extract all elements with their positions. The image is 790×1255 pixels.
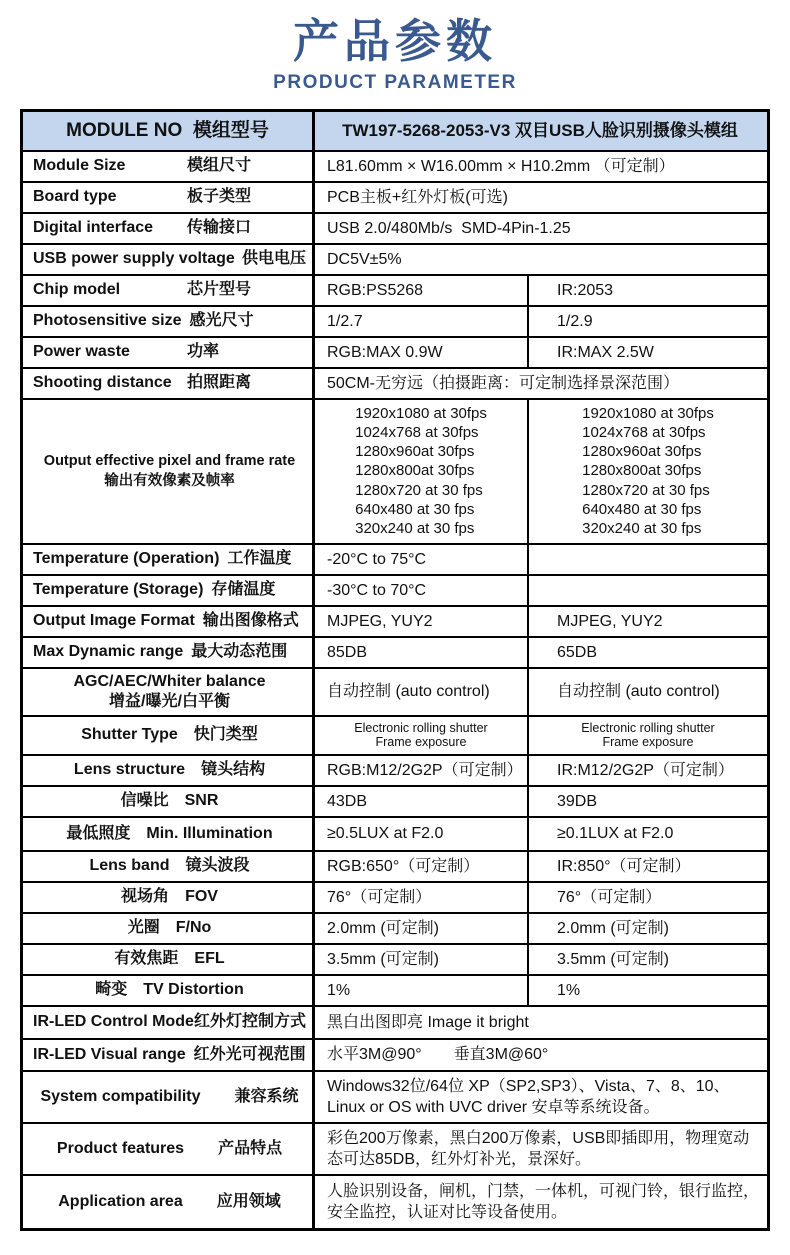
- table-row: [23, 243, 767, 274]
- table-row: [23, 1174, 767, 1228]
- row-label: 光圈 F/No: [23, 914, 315, 943]
- row-value: Windows32位/64位 XP（SP2,SP3）、Vista、7、8、10、Linux or OS with UVC driver 安卓等系统设备。: [327, 1077, 730, 1116]
- row-value: IR:850°（可定制）: [527, 852, 767, 881]
- page-title: 产品参数: [293, 15, 497, 67]
- row-value: 1/2.9: [527, 307, 767, 336]
- table-row: [23, 605, 767, 636]
- row-label: Application area 应用领域: [23, 1176, 315, 1228]
- row-label: AGC/AEC/Whiter balance 增益/曝光/白平衡: [23, 669, 315, 715]
- row-label: Digital interface 传输接口: [23, 214, 315, 243]
- row-value: -20°C to 75°C: [327, 550, 427, 568]
- row-label: 信噪比 SNR: [23, 787, 315, 816]
- table-row: [23, 574, 767, 605]
- row-value: 2.0mm (可定制): [527, 914, 767, 943]
- row-label: IR-LED Control Mode 红外灯控制方式: [23, 1007, 315, 1038]
- row-value: 水平3M@90° 垂直3M@60°: [327, 1046, 549, 1064]
- row-value: 39DB: [527, 787, 767, 816]
- table-row: [23, 398, 767, 543]
- row-label: 视场角 FOV: [23, 883, 315, 912]
- table-row: [23, 816, 767, 850]
- table-row: [23, 1070, 767, 1122]
- row-label: Output Image Format 输出图像格式: [23, 607, 315, 636]
- table-row: [23, 150, 767, 181]
- row-value: 1920x1080 at 30fps 1024x768 at 30fps 1280x960at 30fps 1280x800at 30fps 1280x720 at 30 fps 640x480 at 30 fps 320x240 at 30 fps: [355, 404, 487, 538]
- row-value: 黑白出图即亮 Image it bright: [327, 1013, 529, 1031]
- row-label: Board type 板子类型: [23, 183, 315, 212]
- row-value: RGB:650°（可定制）: [327, 857, 480, 875]
- row-value: 65DB: [527, 638, 767, 667]
- row-value: USB 2.0/480Mb/s SMD-4Pin-1.25: [327, 219, 571, 237]
- row-value: 自动控制 (auto control): [527, 669, 767, 715]
- row-value: 1%: [327, 981, 351, 999]
- row-label: IR-LED Visual range 红外光可视范围: [23, 1040, 315, 1070]
- row-value: 1920x1080 at 30fps 1024x768 at 30fps 1280x960at 30fps 1280x800at 30fps 1280x720 at 30 fps 640x480 at 30 fps 320x240 at 30 fps: [527, 400, 767, 543]
- row-label: Shooting distance 拍照距离: [23, 369, 315, 398]
- row-value: 2.0mm (可定制): [327, 919, 440, 937]
- row-label: Temperature (Operation) 工作温度: [23, 545, 315, 574]
- row-value: 1%: [527, 976, 767, 1005]
- row-label: Photosensitive size 感光尺寸: [23, 307, 315, 336]
- row-value: 人脸识别设备，闸机，门禁，一体机，可视门铃，银行监控，安全监控，认证对比等设备使用。: [327, 1182, 760, 1221]
- table-row: [23, 367, 767, 398]
- table-row: [23, 336, 767, 367]
- row-value: [527, 545, 767, 574]
- row-value: MJPEG, YUY2: [527, 607, 767, 636]
- row-label: Lens band 镜头波段: [23, 852, 315, 881]
- row-value: 3.5mm (可定制): [527, 945, 767, 974]
- table-row: [23, 715, 767, 754]
- table-header-model: TW197-5268-2053-V3 双目USB人脸识别摄像头模组: [342, 121, 738, 141]
- row-label: Lens structure 镜头结构: [23, 756, 315, 785]
- table-row: [23, 181, 767, 212]
- row-label: Shutter Type 快门类型: [23, 717, 315, 754]
- table-row: [23, 305, 767, 336]
- row-label: USB power supply voltage 供电电压: [23, 245, 315, 274]
- table-row: [23, 912, 767, 943]
- table-row: [23, 943, 767, 974]
- row-value: 1/2.7: [327, 312, 363, 330]
- table-row: [23, 636, 767, 667]
- row-value: PCB主板+红外灯板(可选): [327, 188, 508, 206]
- row-value: Electronic rolling shutter Frame exposure: [527, 717, 767, 754]
- row-label: Output effective pixel and frame rate 输出有效像素及帧率: [23, 400, 315, 543]
- row-label: 有效焦距 EFL: [23, 945, 315, 974]
- table-row: [23, 274, 767, 305]
- table-row: [23, 667, 767, 715]
- row-value: 彩色200万像素，黑白200万像素，USB即插即用，物理宽动态可达85DB，红外灯补光，景深好。: [327, 1129, 750, 1168]
- table-row: [23, 212, 767, 243]
- row-value: 自动控制 (auto control): [327, 683, 490, 701]
- row-value: 3.5mm (可定制): [327, 950, 440, 968]
- table-row: [23, 543, 767, 574]
- row-value: [527, 576, 767, 605]
- row-label: Temperature (Storage) 存储温度: [23, 576, 315, 605]
- row-value: 76°（可定制）: [527, 883, 767, 912]
- table-header-row: [23, 112, 767, 150]
- page-subtitle: PRODUCT PARAMETER: [273, 71, 517, 93]
- row-value: 43DB: [327, 792, 368, 810]
- page-header: [0, 0, 790, 94]
- row-label: System compatibility 兼容系统: [23, 1072, 315, 1122]
- row-value: RGB:MAX 0.9W: [327, 343, 443, 361]
- row-label: Chip model 芯片型号: [23, 276, 315, 305]
- table-header-label: MODULE NO 模组型号: [23, 112, 315, 150]
- table-row: [23, 1038, 767, 1070]
- row-label: Max Dynamic range 最大动态范围: [23, 638, 315, 667]
- row-label: 畸变 TV Distortion: [23, 976, 315, 1005]
- row-value: ≥0.1LUX at F2.0: [527, 818, 767, 850]
- row-value: 50CM-无穷远（拍摄距离：可定制选择景深范围）: [327, 374, 680, 392]
- table-row: [23, 881, 767, 912]
- row-label: Product features 产品特点: [23, 1124, 315, 1174]
- row-label: Module Size 模组尺寸: [23, 152, 315, 181]
- row-value: DC5V±5%: [327, 250, 402, 268]
- spec-table: [20, 109, 770, 1231]
- row-value: IR:M12/2G2P（可定制）: [527, 756, 767, 785]
- table-row: [23, 974, 767, 1005]
- row-value: 76°（可定制）: [327, 888, 432, 906]
- row-label: 最低照度 Min. Illumination: [23, 818, 315, 850]
- row-value: RGB:M12/2G2P（可定制）: [327, 761, 523, 779]
- row-value: L81.60mm × W16.00mm × H10.2mm （可定制）: [327, 157, 675, 175]
- table-row: [23, 785, 767, 816]
- row-value: IR:MAX 2.5W: [527, 338, 767, 367]
- row-value: Electronic rolling shutter Frame exposure: [354, 720, 488, 750]
- row-value: IR:2053: [527, 276, 767, 305]
- row-label: Power waste 功率: [23, 338, 315, 367]
- row-value: -30°C to 70°C: [327, 581, 427, 599]
- row-value: MJPEG, YUY2: [327, 612, 433, 630]
- table-row: [23, 1005, 767, 1038]
- table-row: [23, 1122, 767, 1174]
- table-row: [23, 754, 767, 785]
- row-value: RGB:PS5268: [327, 281, 424, 299]
- table-row: [23, 850, 767, 881]
- row-value: 85DB: [327, 643, 368, 661]
- row-value: ≥0.5LUX at F2.0: [327, 825, 444, 843]
